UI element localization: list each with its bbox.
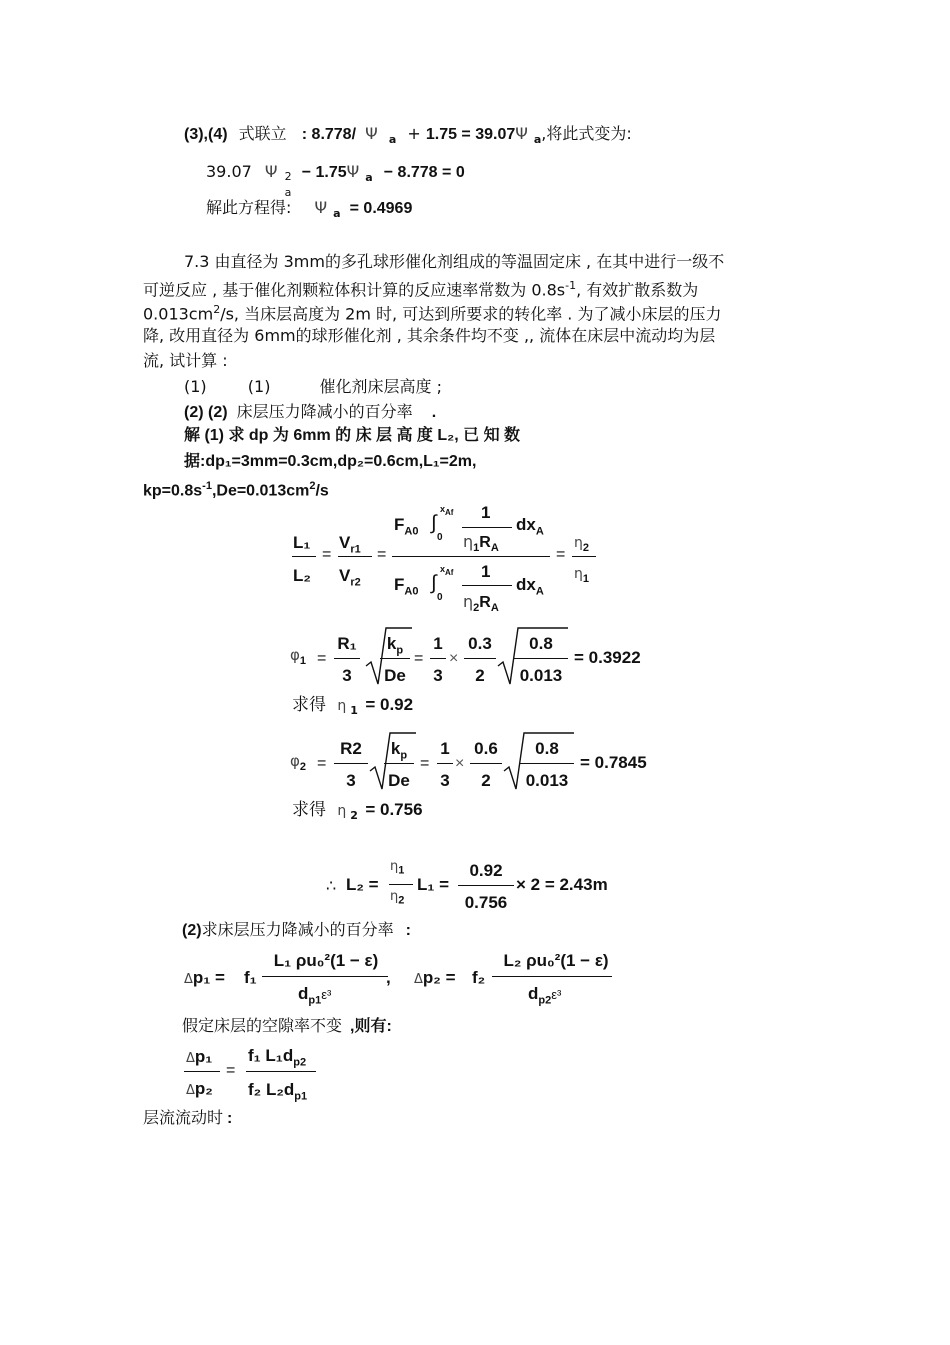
problem-line-4: 降, 改用直径为 6mm的球形催化剂 , 其余条件均不变 ,, 流体在床层中流动均为层 [143, 326, 716, 345]
given-data-1: 据:dp₁=3mm=0.3cm,dp₂=0.6cm,L₁=2m, [184, 453, 477, 470]
solution-intro: 解 (1) 求 dp 为 6mm 的 床 层 高 度 L₂, 已 知 数 [184, 427, 521, 444]
question-2: (2) (2) 床层压力降减小的百分率 . [184, 402, 437, 421]
quadratic-line: 39.07 Ψ 2 a − 1.75Ψ $_a$ − 8.778 = 0 [206, 162, 465, 199]
problem-line-5: 流, 试计算 : [143, 351, 228, 370]
question-1: (1) (1) 催化剂床层高度 ; [184, 377, 443, 396]
problem-line-3: $0.013cm^2/s$, 当床层高度为 2m 时, 可达到所要求的转化率 . 为了减小床层的压力 [143, 303, 722, 324]
assumption-line: 假定床层的空隙率不变 ,则有: [182, 1016, 392, 1035]
given-data-2: $kp=0.8s^{-1},De=0.013cm^2/s$ [143, 480, 329, 500]
solution-line: 解此方程得: Ψ $_a$ = 0.4969 [206, 198, 413, 221]
eta1-result: 求得 η $_1$ = 0.92 [292, 695, 414, 718]
laminar-line: 层流流动时 : [143, 1108, 233, 1127]
part2-title: (2)求床层压力降减小的百分率 : [182, 920, 411, 939]
eta2-result: 求得 η $_2$ = 0.756 [292, 800, 423, 823]
problem-line-1: 7.3 由直径为 3mm的多孔球形催化剂组成的等温固定床 , 在其中进行一级不 [184, 252, 725, 271]
eq-combine-line: (3),(4) 式联立 : 8.778/ Ψ $_a$ + 1.75 = 39.07Ψ $_a$,将此式变为: [184, 124, 632, 147]
problem-line-2: 可逆反应 , 基于催化剂颗粒体积计算的反应速率常数为 $0.8s^{-1}$, 有效扩散系数为 [143, 279, 699, 300]
